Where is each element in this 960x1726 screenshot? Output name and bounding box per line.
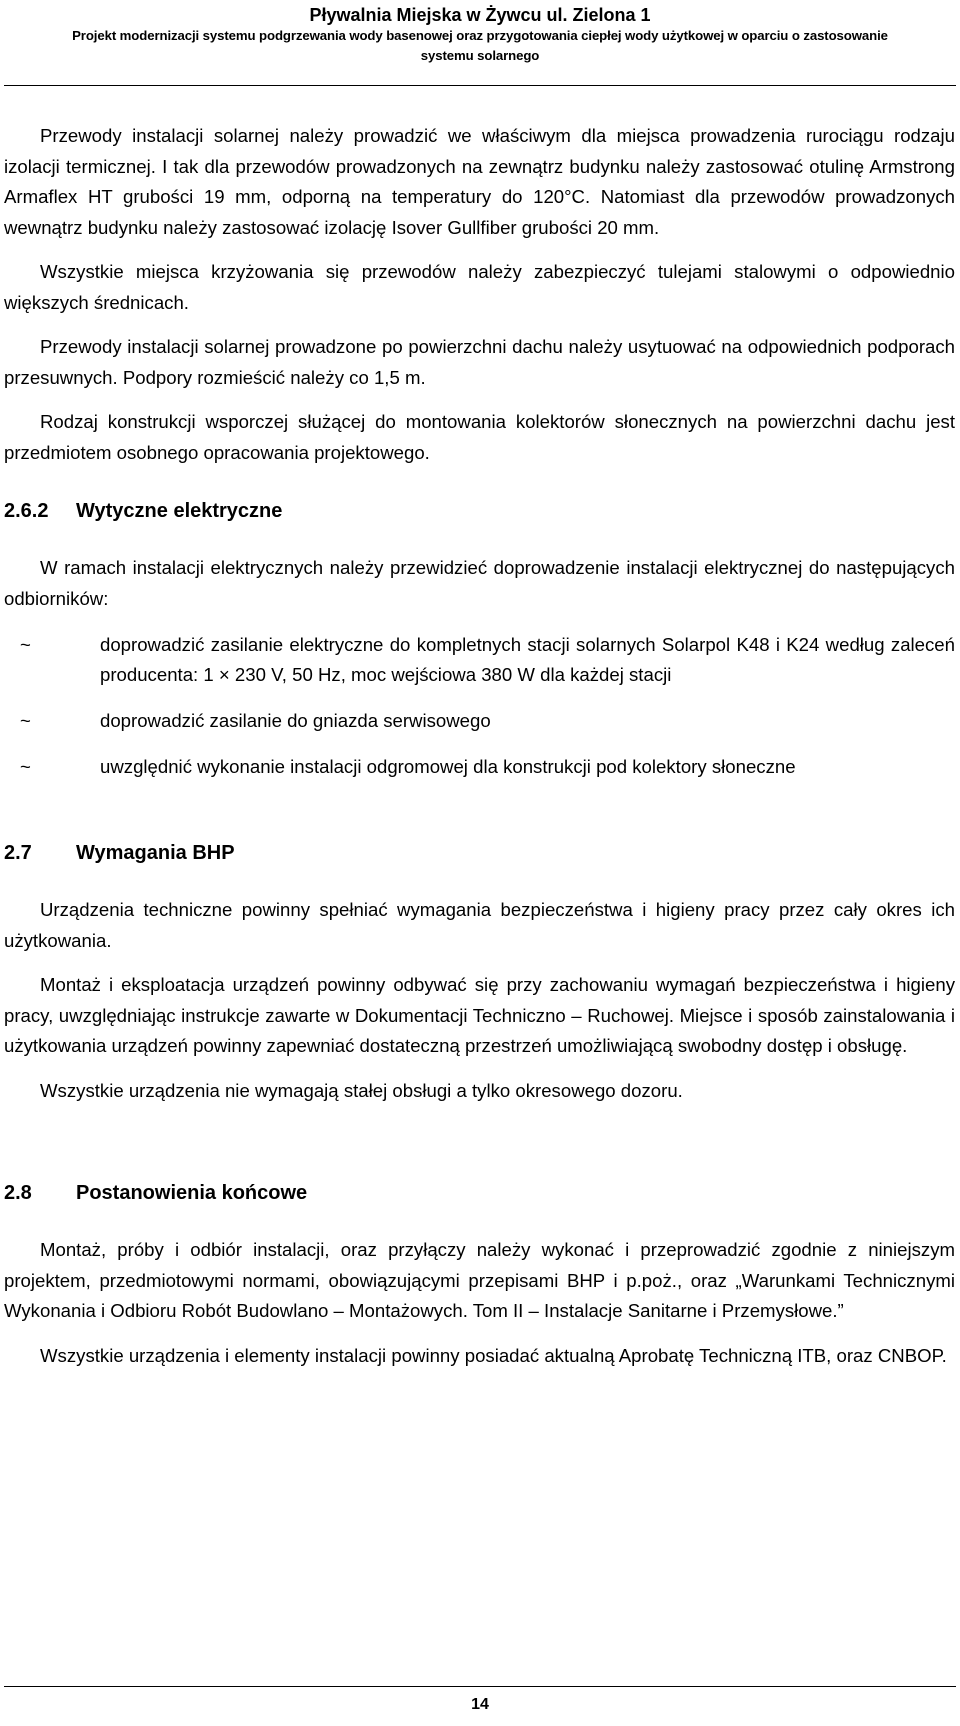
section-title: Postanowienia końcowe (76, 1182, 308, 1204)
paragraph-bhp-1: Urządzenia techniczne powinny spełniać wymagania bezpieczeństwa i higieny pracy przez cały okres ich użytkowania. (4, 899, 955, 951)
page-number: 14 (471, 1696, 489, 1713)
paragraph-final-2: Wszystkie urządzenia i elementy instalacji powinny posiadać aktualną Aprobatę Techniczną ITB, oraz CNBOP. (40, 1344, 947, 1366)
section-number: 2.7 (4, 842, 32, 864)
header-subtitle-line1: Projekt modernizacji systemu podgrzewania wody basenowej oraz przygotowania ciepłej wody użytkowej w oparciu o zastosowanie (72, 28, 888, 43)
tilde-bullet-icon: ~ (20, 634, 31, 655)
paragraph-electrical-intro: W ramach instalacji elektrycznych należy przewidzieć doprowadzenie instalacji elektrycznej do następujących odbiorników: (4, 557, 955, 609)
header-title: Pływalnia Miejska w Żywcu ul. Zielona 1 (309, 5, 651, 25)
header-divider (4, 85, 956, 86)
list-item: ~ doprowadzić zasilanie do gniazda serwisowego (4, 706, 955, 736)
page-header (0, 4, 960, 66)
section-number: 2.8 (4, 1182, 32, 1204)
tilde-bullet-icon: ~ (20, 756, 31, 777)
section-title: Wytyczne elektryczne (76, 500, 283, 522)
paragraph-insulation: Przewody instalacji solarnej należy prowadzić we właściwym dla miejsca prowadzenia rurociągu rodzaju izolacji termicznej. I tak dla przewodów prowadzonych na zewnątrz budynku należy zastosować otulinę Armstrong Armaflex HT grubości 19 mm, odporną na temperatury do 120°C. Natomiast dla przewodów prowadzonych wewnątrz budynku należy zastosować izolację Isover Gullfiber grubości 20 mm. (4, 125, 955, 238)
section-title: Wymagania BHP (76, 842, 235, 864)
list-item: ~ doprowadzić zasilanie elektryczne do kompletnych stacji solarnych Solarpol K48 i K24 według zaleceń producenta: 1 × 230 V, 50 Hz, moc wejściowa 380 W dla każdej stacji (4, 630, 955, 690)
section-heading-2-7 (4, 842, 955, 865)
section-heading-2-8 (4, 1182, 955, 1205)
section-number: 2.6.2 (4, 500, 49, 522)
page-content (4, 121, 955, 1385)
paragraph-supports: Przewody instalacji solarnej prowadzone po powierzchni dachu należy usytuować na odpowiednich podporach przesuwnych. Podpory rozmieścić należy co 1,5 m. (4, 336, 955, 388)
paragraph-construction: Rodzaj konstrukcji wsporczej służącej do montowania kolektorów słonecznych na powierzchni dachu jest przedmiotem osobnego opracowania projektowego. (4, 411, 955, 463)
electrical-list (4, 630, 955, 782)
paragraph-final-1: Montaż, próby i odbiór instalacji, oraz przyłączy należy wykonać i przeprowadzić zgodnie z niniejszym projektem, przedmiotowymi normami, obowiązującymi przepisami BHP i p.poż., oraz „Warunkami Technicznymi Wykonania i Odbioru Robót Budowlano – Montażowych. Tom II – Instalacje Sanitarne i Przemysłowe.” (4, 1239, 955, 1321)
tilde-bullet-icon: ~ (20, 710, 31, 731)
section-heading-2-6-2 (4, 500, 955, 523)
paragraph-sleeves: Wszystkie miejsca krzyżowania się przewodów należy zabezpieczyć tulejami stalowymi o odpowiednio większych średnicach. (4, 261, 955, 313)
paragraph-bhp-2: Montaż i eksploatacja urządzeń powinny odbywać się przy zachowaniu wymagań bezpieczeństwa i higieny pracy, uwzględniając instrukcje zawarte w Dokumentacji Techniczno – Ruchowej. Miejsce i sposób zainstalowania i użytkowania urządzeń powinny zapewniać dostateczną przestrzeń umożliwiającą swobodny dostęp i obsługę. (4, 974, 955, 1056)
paragraph-bhp-3: Wszystkie urządzenia nie wymagają stałej obsługi a tylko okresowego dozoru. (40, 1079, 683, 1101)
list-item: ~ uwzględnić wykonanie instalacji odgromowej dla konstrukcji pod kolektory słoneczne (4, 752, 955, 782)
header-subtitle-line2: systemu solarnego (420, 48, 540, 63)
footer-divider (4, 1686, 956, 1687)
